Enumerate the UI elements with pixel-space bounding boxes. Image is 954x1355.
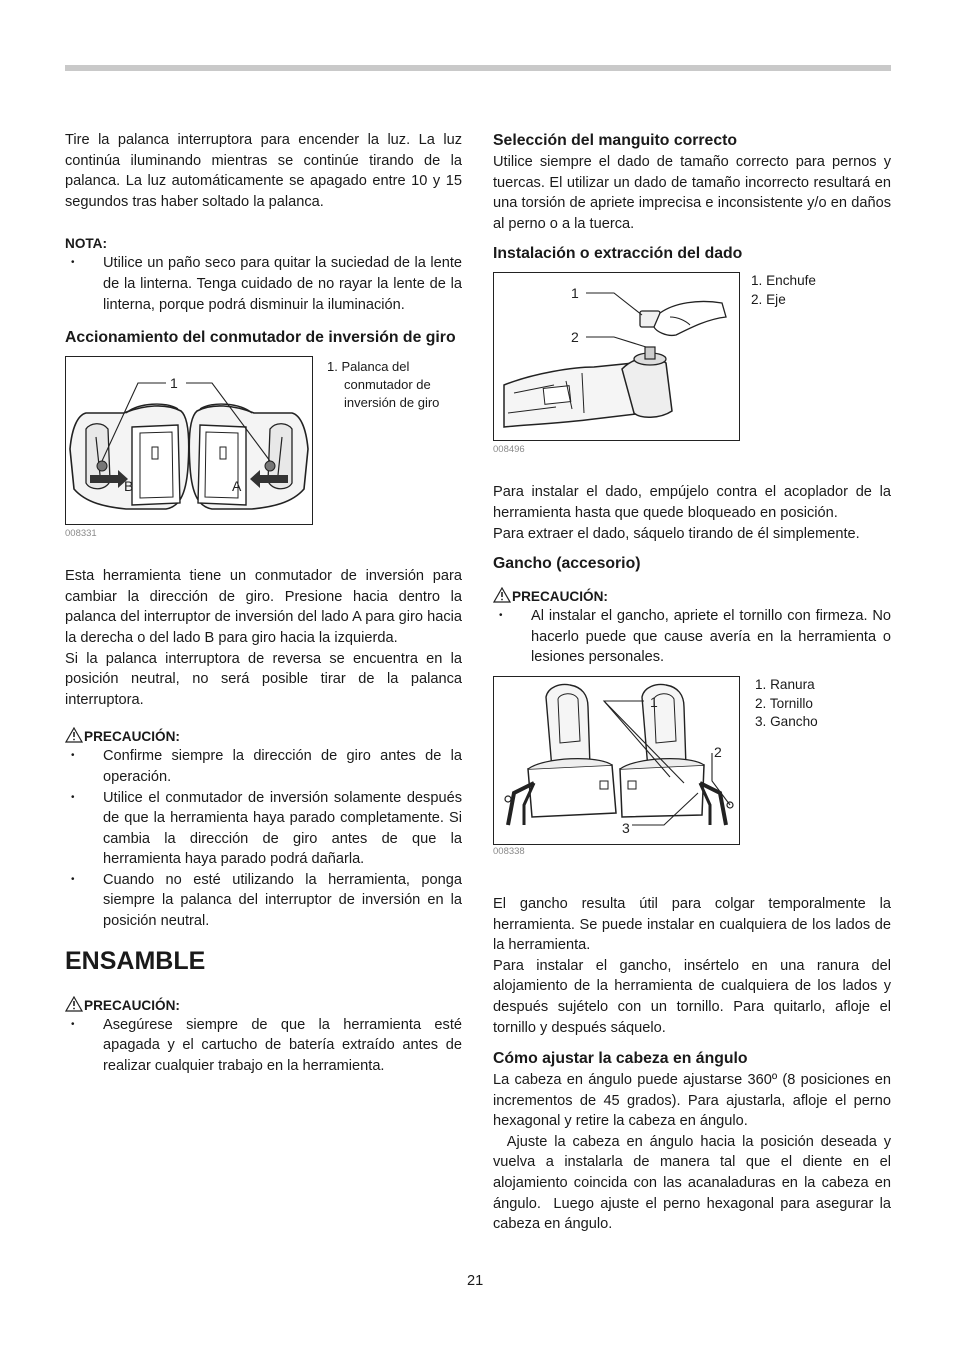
warning-triangle-icon: [65, 996, 83, 1012]
warning-triangle-icon: [493, 587, 511, 603]
reversal-paragraph-1: Esta herramienta tiene un conmutador de inversión para cambiar la dirección de giro. Presione hacia dentro la palanca del interruptor de inversión del lado A para giro hacia la derecha o del lado B para giro hacia la izquierda.: [65, 568, 462, 646]
side-b-label: B: [124, 478, 134, 495]
precaucion-label: PRECAUCIÓN:: [512, 589, 608, 605]
nota-item: • Utilice un paño seco para quitar la suciedad de la lente de la linterna. Tenga cuidado de no rayar la lente de la linterna, porque podrá disminuir la iluminación.: [65, 253, 462, 315]
precaucion-list: [65, 746, 462, 931]
side-a-label: A: [232, 478, 242, 495]
precaucion-item: • Confirme siempre la dirección de giro antes de la operación.: [65, 746, 462, 787]
figure-legend: [755, 676, 818, 732]
figure-frame: [493, 272, 740, 441]
precaucion-item: • Cuando no esté utilizando la herramienta, ponga siempre la palanca del interruptor de inversión en la posición neutral.: [65, 870, 462, 932]
light-intro-paragraph: Tire la palanca interruptora para encender la luz. La luz continúa iluminando mientras se continúe tirando de la palanca. La luz automáticamente se apagado entre 10 y 15 segundos tras haber soltado la palanca.: [65, 132, 462, 210]
figure-hook: [493, 676, 891, 894]
hook-paragraph-1: El gancho resulta útil para colgar temporalmente la herramienta. Se puede instalar en cualquiera de los lados de la herramienta.: [493, 895, 891, 954]
figure-legend: [327, 358, 439, 412]
legend-line: inversión de giro: [344, 395, 440, 411]
callout-2: 2: [571, 329, 579, 346]
precaucion-label: PRECAUCIÓN:: [84, 997, 180, 1013]
socket-install-paragraph: Para instalar el dado, empújelo contra el acoplador de la herramienta hasta que quede bloqueado en posición.: [493, 484, 891, 521]
figure-reversal-switch: [65, 356, 462, 556]
warning-triangle-icon: [65, 727, 83, 743]
page-number: 21: [467, 1273, 484, 1289]
nota-list: [65, 253, 462, 315]
hook-illustration: [494, 677, 739, 844]
right-column: [493, 130, 896, 1235]
legend-line: 1. Palanca del: [327, 359, 410, 375]
precaucion-item: • Asegúrese siempre de que la herramienta esté apagada y el cartucho de batería extraído antes de realizar cualquier trabajo en la herramienta.: [65, 1015, 462, 1077]
angle-head-heading: Cómo ajustar la cabeza en ángulo: [493, 1050, 748, 1068]
legend-line: 2. Eje: [751, 291, 786, 307]
hook-precaucion-list: [493, 606, 891, 668]
figure-legend: [751, 272, 816, 309]
figure-code: 008331: [65, 528, 97, 540]
precaucion-item: • Al instalar el gancho, apriete el tornillo con firmeza. No hacerlo puede que cause avería en la herramienta o lesiones personales.: [493, 606, 891, 668]
callout-1: 1: [571, 285, 579, 302]
socket-remove-paragraph: Para extraer el dado, sáquelo tirando de él simplemente.: [493, 525, 860, 542]
callout-1: 1: [650, 693, 658, 710]
figure-socket-install: [493, 272, 891, 482]
figure-code: 008338: [493, 845, 525, 857]
socket-selection-paragraph: Utilice siempre el dado de tamaño correcto para pernos y tuercas. El utilizar un dado de tamaño incorrecto resultará en una torsión de apriete imprecisa e inconsistente y/o en daños al perno o a la tuerca.: [493, 154, 891, 232]
nota-label: NOTA:: [65, 236, 108, 252]
ensamble-precaucion-list: [65, 1015, 462, 1077]
precaucion-heading: [65, 727, 462, 746]
reversal-paragraph-2: Si la palanca interruptora de reversa se encuentra en la posición neutral, no será posible tirar de la palanca interruptora.: [65, 650, 462, 708]
reversal-heading: Accionamiento del conmutador de inversión de giro: [65, 329, 456, 347]
header-rule: [65, 65, 891, 71]
callout-1: 1: [170, 375, 178, 392]
legend-line: 3. Gancho: [755, 714, 818, 730]
precaucion-item: • Utilice el conmutador de inversión solamente después de que la herramienta haya parado completamente. Si cambia la dirección de giro antes de que la herramienta haya parado podrá dañarla.: [65, 788, 462, 870]
ensamble-heading: ENSAMBLE: [65, 946, 206, 975]
hook-paragraph-2: Para instalar el gancho, insértelo en una ranura del alojamiento de la herramienta de cualquiera de los lados y después sujételo con un tornillo. Para quitarlo, afloje el tornillo y después sáquelo.: [493, 957, 891, 1036]
legend-line: 1. Ranura: [755, 676, 815, 692]
hook-precaucion-heading: [493, 587, 891, 606]
reversal-switch-illustration: [66, 357, 312, 524]
ensamble-precaucion-heading: [65, 996, 462, 1015]
callout-2: 2: [714, 743, 722, 760]
legend-line: 1. Enchufe: [751, 273, 816, 289]
angle-head-paragraph-2: Ajuste la cabeza en ángulo hacia la posición deseada y vuelva a instalarla de manera tal que el diente en el alojamiento coincida con las acanaladuras en la cabeza en ángulo. Luego ajuste el perno hexagonal para asegurar la cabeza en ángulo.: [493, 1133, 896, 1233]
figure-frame: [65, 356, 313, 525]
legend-line: 2. Tornillo: [755, 695, 813, 711]
hook-heading: Gancho (accesorio): [493, 555, 641, 573]
left-column: [65, 130, 462, 1076]
legend-line: conmutador de: [344, 377, 431, 393]
figure-frame: [493, 676, 740, 845]
precaucion-label: PRECAUCIÓN:: [84, 729, 180, 745]
figure-code: 008496: [493, 444, 525, 456]
callout-3: 3: [622, 819, 630, 836]
angle-head-paragraph-1: La cabeza en ángulo puede ajustarse 360º (8 posiciones en incrementos de 45 grados). Para ajustarla, afloje el perno hexagonal y retire la cabeza en ángulo.: [493, 1072, 891, 1130]
socket-selection-heading: Selección del manguito correcto: [493, 132, 738, 149]
socket-install-illustration: [494, 273, 739, 440]
socket-install-heading: Instalación o extracción del dado: [493, 245, 743, 263]
